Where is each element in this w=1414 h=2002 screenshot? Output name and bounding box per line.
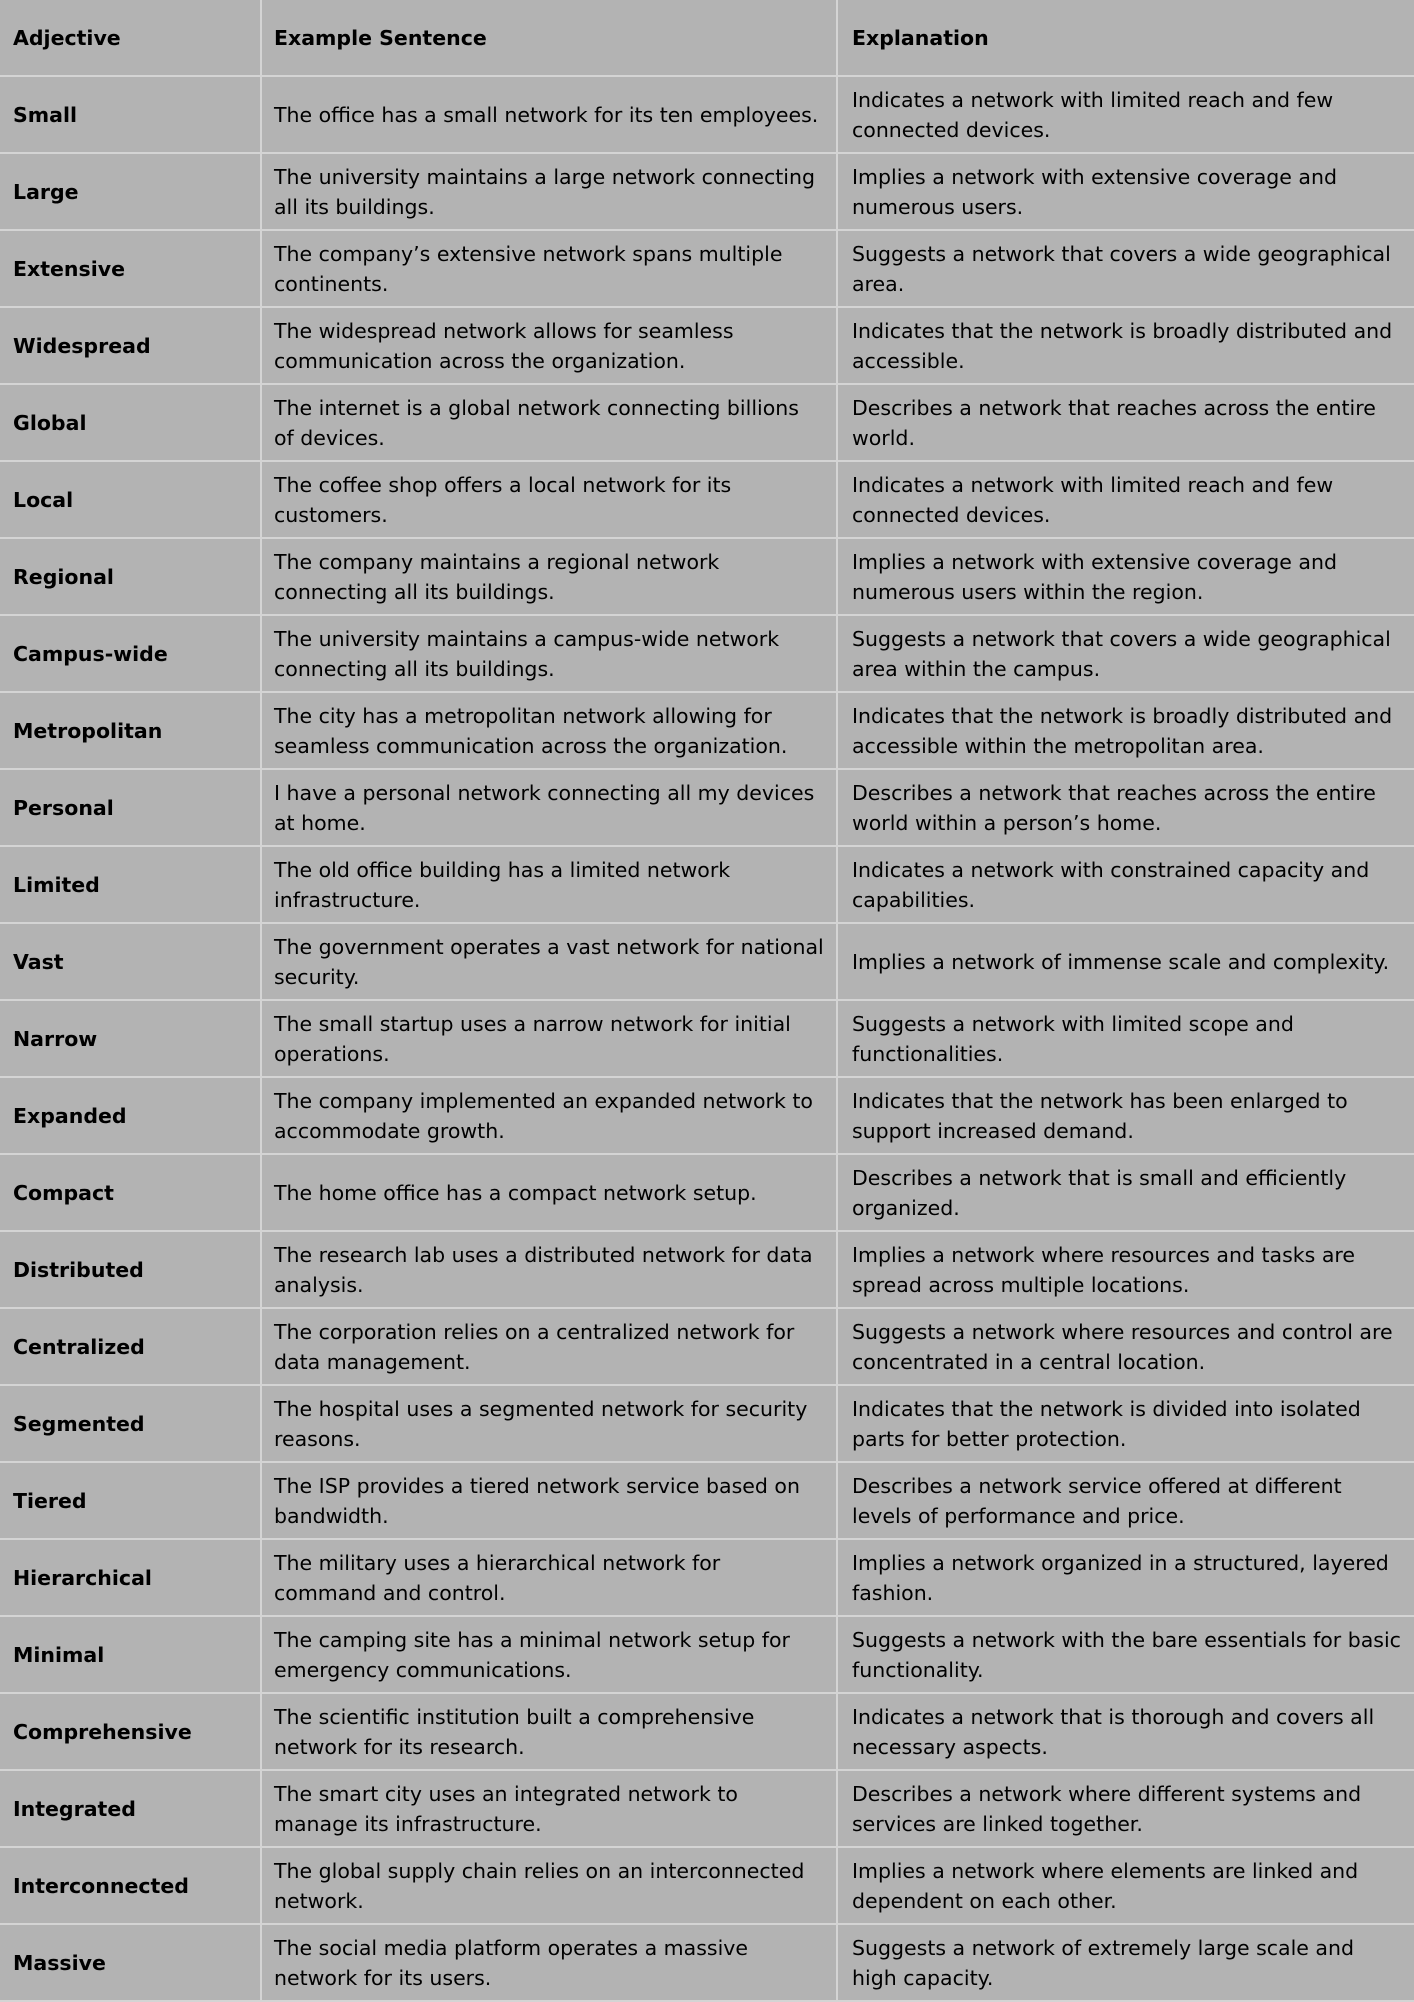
explanation-cell: Implies a network of immense scale and complexity. [837, 923, 1414, 1000]
table-row [0, 1924, 1414, 2001]
adjective-cell: Expanded [0, 1077, 261, 1154]
table-row [0, 1000, 1414, 1077]
header-row [0, 0, 1414, 76]
explanation-cell: Indicates a network with limited reach and few connected devices. [837, 76, 1414, 153]
adjective-cell: Small [0, 76, 261, 153]
explanation-cell: Implies a network where elements are linked and dependent on each other. [837, 1847, 1414, 1924]
explanation-cell: Suggests a network with limited scope and functionalities. [837, 1000, 1414, 1077]
example-sentence-cell: The camping site has a minimal network setup for emergency communications. [261, 1616, 837, 1693]
table-row [0, 307, 1414, 384]
table-row [0, 1077, 1414, 1154]
table-row [0, 1693, 1414, 1770]
explanation-cell: Indicates that the network is broadly distributed and accessible within the metropolitan area. [837, 692, 1414, 769]
explanation-cell: Indicates that the network is divided into isolated parts for better protection. [837, 1385, 1414, 1462]
table-row [0, 1770, 1414, 1847]
example-sentence-cell: I have a personal network connecting all my devices at home. [261, 769, 837, 846]
example-sentence-cell: The small startup uses a narrow network for initial operations. [261, 1000, 837, 1077]
explanation-cell: Describes a network that reaches across the entire world within a person’s home. [837, 769, 1414, 846]
explanation-cell: Describes a network where different systems and services are linked together. [837, 1770, 1414, 1847]
table-row [0, 1539, 1414, 1616]
explanation-cell: Suggests a network that covers a wide geographical area within the campus. [837, 615, 1414, 692]
table-row [0, 153, 1414, 230]
explanation-cell: Implies a network where resources and tasks are spread across multiple locations. [837, 1231, 1414, 1308]
adjective-cell: Segmented [0, 1385, 261, 1462]
example-sentence-cell: The home office has a compact network setup. [261, 1154, 837, 1231]
adjective-cell: Limited [0, 846, 261, 923]
table-row [0, 461, 1414, 538]
table-row [0, 1231, 1414, 1308]
table-body [0, 76, 1414, 2001]
example-sentence-cell: The hospital uses a segmented network for security reasons. [261, 1385, 837, 1462]
adjective-cell: Compact [0, 1154, 261, 1231]
example-sentence-cell: The old office building has a limited network infrastructure. [261, 846, 837, 923]
table-row [0, 1154, 1414, 1231]
adjective-cell: Massive [0, 1924, 261, 2001]
explanation-cell: Suggests a network of extremely large scale and high capacity. [837, 1924, 1414, 2001]
adjective-cell: Personal [0, 769, 261, 846]
explanation-cell: Describes a network that is small and efficiently organized. [837, 1154, 1414, 1231]
explanation-cell: Implies a network with extensive coverage and numerous users within the region. [837, 538, 1414, 615]
example-sentence-cell: The widespread network allows for seamless communication across the organization. [261, 307, 837, 384]
example-sentence-cell: The office has a small network for its ten employees. [261, 76, 837, 153]
table-row [0, 1616, 1414, 1693]
adjective-cell: Extensive [0, 230, 261, 307]
explanation-cell: Indicates a network with limited reach and few connected devices. [837, 461, 1414, 538]
table-row [0, 769, 1414, 846]
adjective-cell: Metropolitan [0, 692, 261, 769]
example-sentence-cell: The social media platform operates a massive network for its users. [261, 1924, 837, 2001]
explanation-cell: Implies a network with extensive coverage and numerous users. [837, 153, 1414, 230]
explanation-cell: Indicates that the network has been enlarged to support increased demand. [837, 1077, 1414, 1154]
adjective-cell: Local [0, 461, 261, 538]
table-row [0, 538, 1414, 615]
example-sentence-cell: The smart city uses an integrated network to manage its infrastructure. [261, 1770, 837, 1847]
example-sentence-cell: The company maintains a regional network connecting all its buildings. [261, 538, 837, 615]
example-sentence-cell: The corporation relies on a centralized network for data management. [261, 1308, 837, 1385]
example-sentence-cell: The company implemented an expanded network to accommodate growth. [261, 1077, 837, 1154]
example-sentence-cell: The company’s extensive network spans multiple continents. [261, 230, 837, 307]
example-sentence-cell: The city has a metropolitan network allowing for seamless communication across the organization. [261, 692, 837, 769]
example-sentence-cell: The university maintains a campus-wide network connecting all its buildings. [261, 615, 837, 692]
explanation-cell: Suggests a network that covers a wide geographical area. [837, 230, 1414, 307]
table-row [0, 1308, 1414, 1385]
adjective-cell: Campus-wide [0, 615, 261, 692]
adjective-cell: Regional [0, 538, 261, 615]
adjective-cell: Narrow [0, 1000, 261, 1077]
adjective-cell: Integrated [0, 1770, 261, 1847]
explanation-cell: Indicates a network with constrained capacity and capabilities. [837, 846, 1414, 923]
table-row [0, 76, 1414, 153]
adjective-cell: Interconnected [0, 1847, 261, 1924]
header-example-sentence: Example Sentence [261, 0, 837, 76]
adjective-cell: Vast [0, 923, 261, 1000]
adjective-cell: Distributed [0, 1231, 261, 1308]
adjective-cell: Global [0, 384, 261, 461]
table-row [0, 1847, 1414, 1924]
explanation-cell: Indicates a network that is thorough and covers all necessary aspects. [837, 1693, 1414, 1770]
table-row [0, 692, 1414, 769]
header-adjective: Adjective [0, 0, 261, 76]
adjective-cell: Hierarchical [0, 1539, 261, 1616]
table-row [0, 230, 1414, 307]
table-row [0, 384, 1414, 461]
explanation-cell: Indicates that the network is broadly distributed and accessible. [837, 307, 1414, 384]
example-sentence-cell: The government operates a vast network for national security. [261, 923, 837, 1000]
header-explanation: Explanation [837, 0, 1414, 76]
explanation-cell: Describes a network that reaches across the entire world. [837, 384, 1414, 461]
explanation-cell: Suggests a network with the bare essentials for basic functionality. [837, 1616, 1414, 1693]
adjective-cell: Tiered [0, 1462, 261, 1539]
table-row [0, 923, 1414, 1000]
explanation-cell: Suggests a network where resources and control are concentrated in a central location. [837, 1308, 1414, 1385]
table-row [0, 846, 1414, 923]
example-sentence-cell: The military uses a hierarchical network for command and control. [261, 1539, 837, 1616]
adjective-cell: Minimal [0, 1616, 261, 1693]
adjective-cell: Comprehensive [0, 1693, 261, 1770]
example-sentence-cell: The scientific institution built a comprehensive network for its research. [261, 1693, 837, 1770]
adjective-cell: Large [0, 153, 261, 230]
table-row [0, 1462, 1414, 1539]
example-sentence-cell: The global supply chain relies on an interconnected network. [261, 1847, 837, 1924]
table-row [0, 615, 1414, 692]
example-sentence-cell: The ISP provides a tiered network service based on bandwidth. [261, 1462, 837, 1539]
table-row [0, 1385, 1414, 1462]
example-sentence-cell: The coffee shop offers a local network for its customers. [261, 461, 837, 538]
example-sentence-cell: The research lab uses a distributed network for data analysis. [261, 1231, 837, 1308]
explanation-cell: Describes a network service offered at different levels of performance and price. [837, 1462, 1414, 1539]
example-sentence-cell: The internet is a global network connecting billions of devices. [261, 384, 837, 461]
explanation-cell: Implies a network organized in a structured, layered fashion. [837, 1539, 1414, 1616]
adjective-cell: Widespread [0, 307, 261, 384]
example-sentence-cell: The university maintains a large network connecting all its buildings. [261, 153, 837, 230]
adjective-cell: Centralized [0, 1308, 261, 1385]
